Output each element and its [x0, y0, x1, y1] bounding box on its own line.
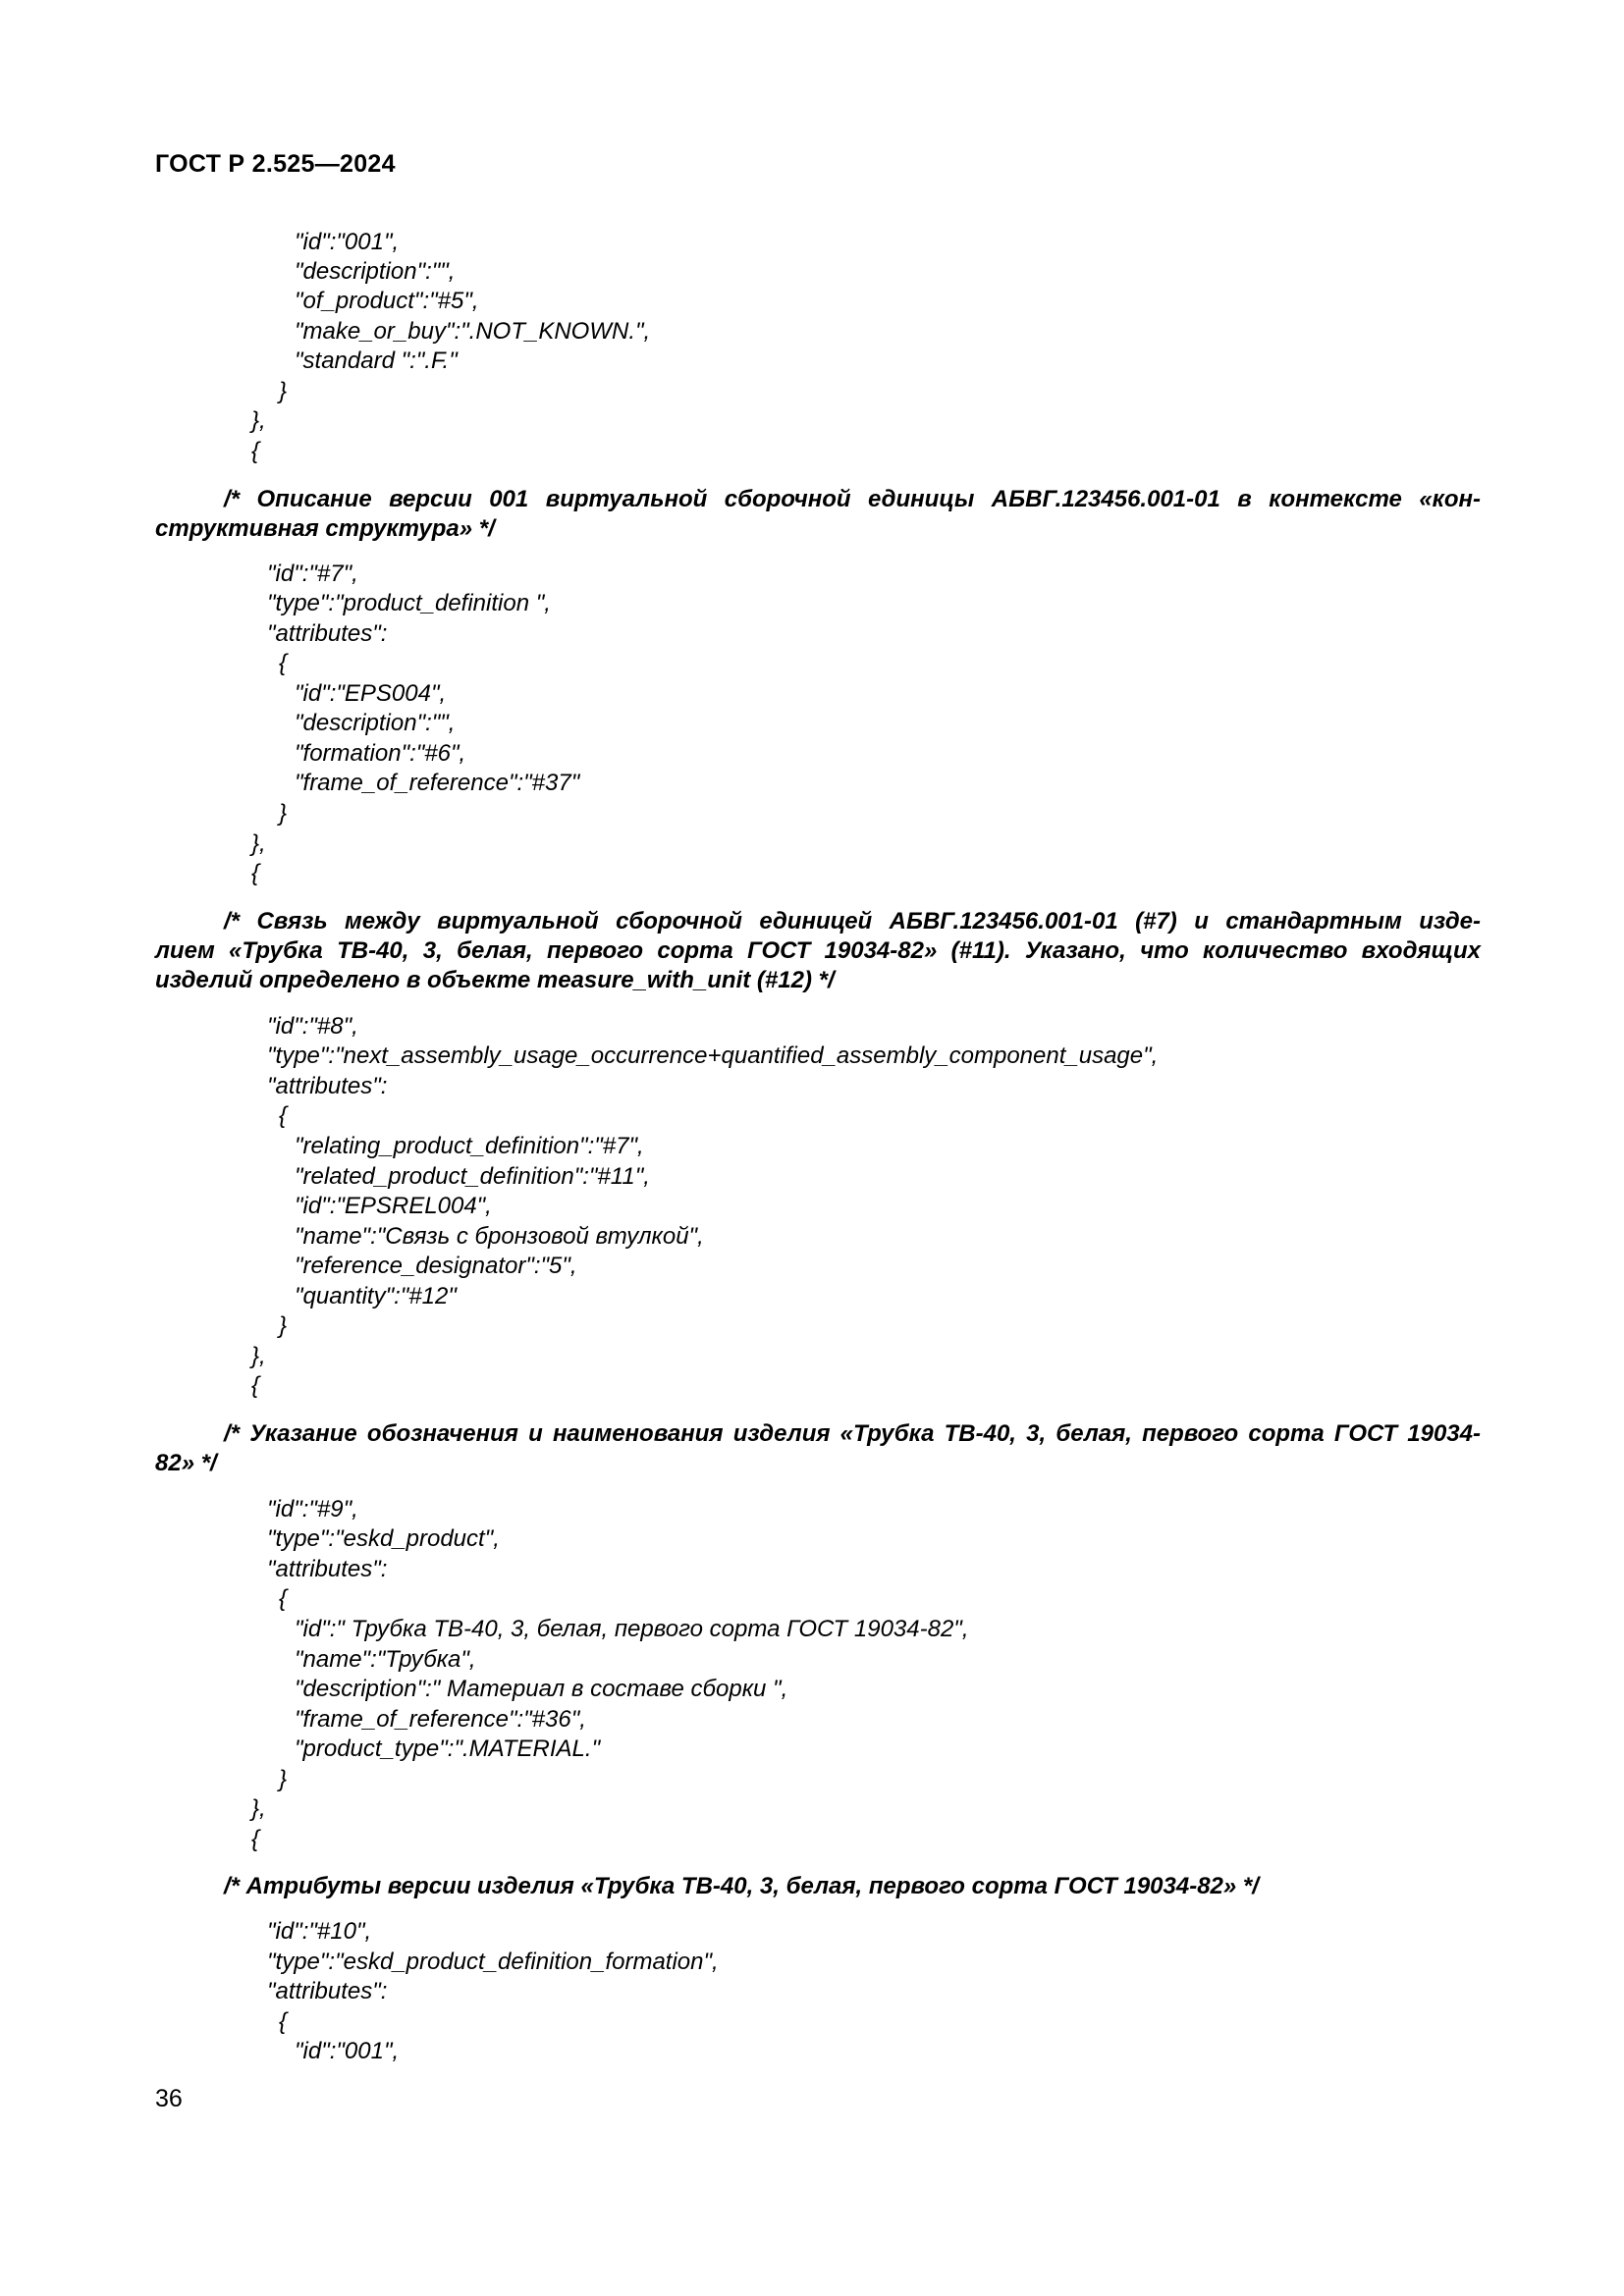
code-line: {	[251, 860, 260, 886]
code-line: "type":"eskd_product_definition_formation",	[267, 1949, 719, 1975]
code-line: "formation":"#6",	[295, 740, 466, 767]
code-line: }	[279, 1766, 288, 1792]
code-line: "type":"eskd_product",	[267, 1525, 500, 1552]
code-line: "product_type":".MATERIAL."	[295, 1735, 601, 1762]
comment-line: /* Атрибуты версии изделия «Трубка ТВ-40, 3, белая, первого сорта ГОСТ 19034-82» */	[224, 1873, 1259, 1899]
code-line: "of_product":"#5",	[295, 288, 479, 314]
code-line: "standard ":".F."	[295, 347, 458, 374]
comment-line: структивная структура» */	[155, 515, 495, 542]
comment-line: изделий определено в объекте measure_with_unit (#12) */	[155, 967, 835, 993]
code-line: "related_product_definition":"#11",	[295, 1163, 650, 1190]
code-line: {	[279, 650, 288, 676]
code-line: "reference_designator":"5",	[295, 1253, 577, 1279]
code-line: {	[279, 2008, 288, 2035]
code-line: "description":"",	[295, 710, 456, 736]
code-line: "frame_of_reference":"#37"	[295, 770, 580, 796]
code-line: "relating_product_definition":"#7",	[295, 1133, 644, 1159]
code-line: }	[279, 800, 288, 827]
code-line: },	[251, 1343, 266, 1369]
code-line: "id":"#9",	[267, 1496, 358, 1522]
comment-line: /* Указание обозначения и наименования изделия «Трубка ТВ-40, 3, белая, первого сорта ГОСТ 19034-	[224, 1420, 1481, 1447]
code-line: "id":"#8",	[267, 1013, 358, 1040]
code-line: "attributes":	[267, 1978, 388, 2004]
code-line: "frame_of_reference":"#36",	[295, 1706, 586, 1733]
code-line: "id":"001",	[295, 229, 400, 255]
code-line: "id":"EPSREL004",	[295, 1193, 492, 1219]
code-line: {	[251, 1826, 260, 1852]
code-line: }	[279, 1312, 288, 1339]
comment-line: 82» */	[155, 1450, 217, 1476]
comment-line: лием «Трубка ТВ-40, 3, белая, первого сорта ГОСТ 19034-82» (#11). Указано, что количество входящих	[155, 937, 1481, 964]
comment-line: /* Описание версии 001 виртуальной сборочной единицы АБВГ.123456.001-01 в контексте «кон-	[224, 486, 1481, 512]
code-line: "quantity":"#12"	[295, 1283, 457, 1309]
comment-line: /* Связь между виртуальной сборочной единицей АБВГ.123456.001-01 (#7) и стандартным изде-	[224, 908, 1481, 934]
code-line: "id":"001",	[295, 2038, 400, 2064]
code-line: "type":"next_assembly_usage_occurrence+quantified_assembly_component_usage",	[267, 1042, 1159, 1069]
code-line: "id":"EPS004",	[295, 680, 447, 707]
code-line: "make_or_buy":".NOT_KNOWN.",	[295, 318, 651, 345]
page-header: ГОСТ Р 2.525—2024	[155, 150, 396, 178]
code-line: "name":"Трубка",	[295, 1646, 476, 1673]
code-line: "attributes":	[267, 620, 388, 647]
code-line: "type":"product_definition ",	[267, 590, 551, 616]
code-line: },	[251, 830, 266, 857]
code-line: "name":"Связь с бронзовой втулкой",	[295, 1223, 704, 1250]
code-line: "id":" Трубка ТВ-40, 3, белая, первого сорта ГОСТ 19034-82",	[295, 1616, 969, 1642]
code-line: "description":"",	[295, 258, 456, 285]
code-line: },	[251, 1795, 266, 1822]
code-line: "attributes":	[267, 1073, 388, 1099]
code-line: }	[279, 378, 288, 404]
code-line: },	[251, 407, 266, 434]
code-line: "id":"#10",	[267, 1918, 372, 1945]
code-line: {	[279, 1585, 288, 1612]
page-number: 36	[155, 2085, 183, 2112]
code-line: {	[251, 1372, 260, 1399]
code-line: "id":"#7",	[267, 561, 358, 587]
code-line: {	[279, 1102, 288, 1129]
code-line: {	[251, 438, 260, 464]
code-line: "description":" Материал в составе сборки ",	[295, 1676, 788, 1702]
code-line: "attributes":	[267, 1556, 388, 1582]
